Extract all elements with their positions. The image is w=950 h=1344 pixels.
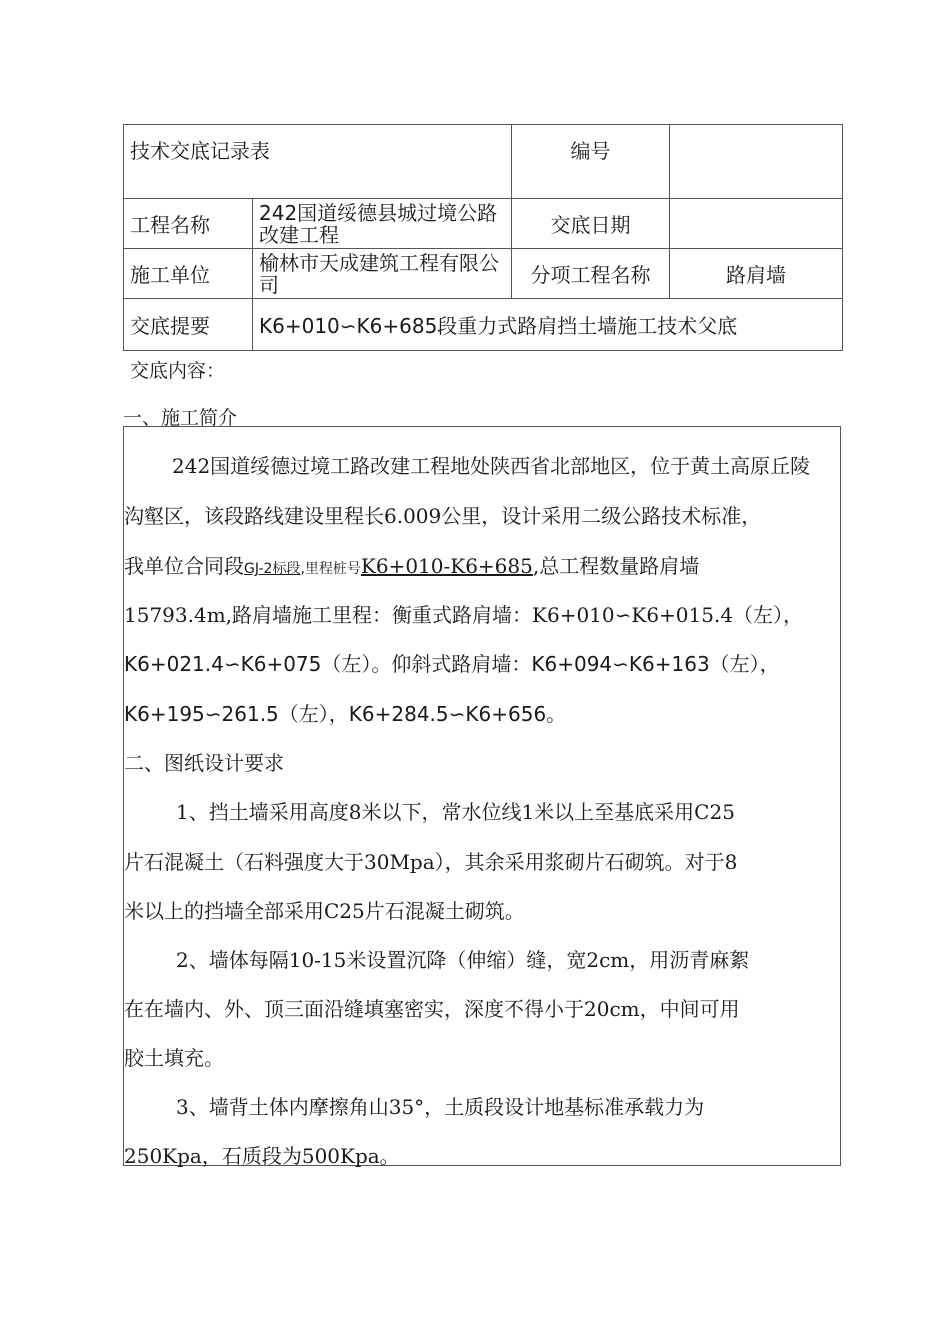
contractor-value: 榆林市天成建筑工程有限公司 xyxy=(253,249,512,299)
contract-section: GJ-2标段 xyxy=(244,561,301,577)
number-label: 编号 xyxy=(512,125,670,199)
sub-project-label: 分项工程名称 xyxy=(512,249,670,299)
s2-p1-line2: 片石混凝土（石料强度大于30Mpa），其余采用浆砌片石砌筑。对于8 xyxy=(124,850,738,874)
s2-p1-line1: 1、挡土墙采用高度8米以下，常水位线1米以上至基底采用C25 xyxy=(176,800,735,824)
handover-date-value xyxy=(670,199,843,249)
s1-l3e: ,总工程数量路肩墙 xyxy=(532,554,700,578)
project-name-label: 工程名称 xyxy=(124,199,253,249)
s1-l3c: ,里程桩号 xyxy=(300,561,361,577)
s1-l3a: 我单位合同段 xyxy=(124,554,244,578)
s1-line2: 沟壑区，该段路线建设里程长6.009公里，设计采用二级公路技术标准， xyxy=(124,504,762,528)
s2-p3-line2: 250Kpa，石质段为500Kpa。 xyxy=(124,1144,400,1168)
header-table xyxy=(123,124,843,351)
form-title: 技术交底记录表 xyxy=(124,125,512,199)
s2-p1-line3: 米以上的挡墙全部采用C25片石混凝土砌筑。 xyxy=(124,899,525,923)
s1-line3 xyxy=(124,550,699,579)
s2-p2-line1: 2、墙体每隔10-15米设置沉降（伸缩）缝，宽2cm，用沥青麻絮 xyxy=(176,948,750,972)
chainage: K6+010-K6+685 xyxy=(360,554,533,578)
sub-project-value: 路肩墙 xyxy=(670,249,843,299)
content-label: 交底内容： xyxy=(130,360,226,382)
s2-p2-line3: 胶土填充。 xyxy=(124,1046,224,1070)
s1-line6: K6+195∽261.5（左），K6+284.5∽K6+656。 xyxy=(124,702,567,726)
s1-line4: 15793.4m,路肩墙施工里程：衡重式路肩墙：K6+010∽K6+015.4（左）， xyxy=(124,603,804,627)
contractor-label: 施工单位 xyxy=(124,249,253,299)
s1-line5: K6+021.4∽K6+075（左）。仰斜式路肩墙：K6+094∽K6+163（左）， xyxy=(124,652,780,676)
s1-line1: 242国道绥德过境工路改建工程地处陕西省北部地区，位于黄土高原丘陵 xyxy=(172,454,811,478)
section1-title: 一、施工简介 xyxy=(123,407,238,429)
summary-label: 交底提要 xyxy=(124,299,253,351)
project-name-value: 242国道绥德县城过境公路改建工程 xyxy=(253,199,512,249)
section2-title: 二、图纸设计要求 xyxy=(124,751,284,775)
summary-value: K6+010∽K6+685段重力式路肩挡土墙施工技术父底 xyxy=(253,299,843,351)
number-value xyxy=(670,125,843,199)
s2-p2-line2: 在在墙内、外、顶三面沿缝填塞密实，深度不得小于20cm，中间可用 xyxy=(124,997,740,1021)
s2-p3-line1: 3、墙背土体内摩擦角山35°，土质段设计地基标准承载力为 xyxy=(176,1095,705,1119)
handover-date-label: 交底日期 xyxy=(512,199,670,249)
